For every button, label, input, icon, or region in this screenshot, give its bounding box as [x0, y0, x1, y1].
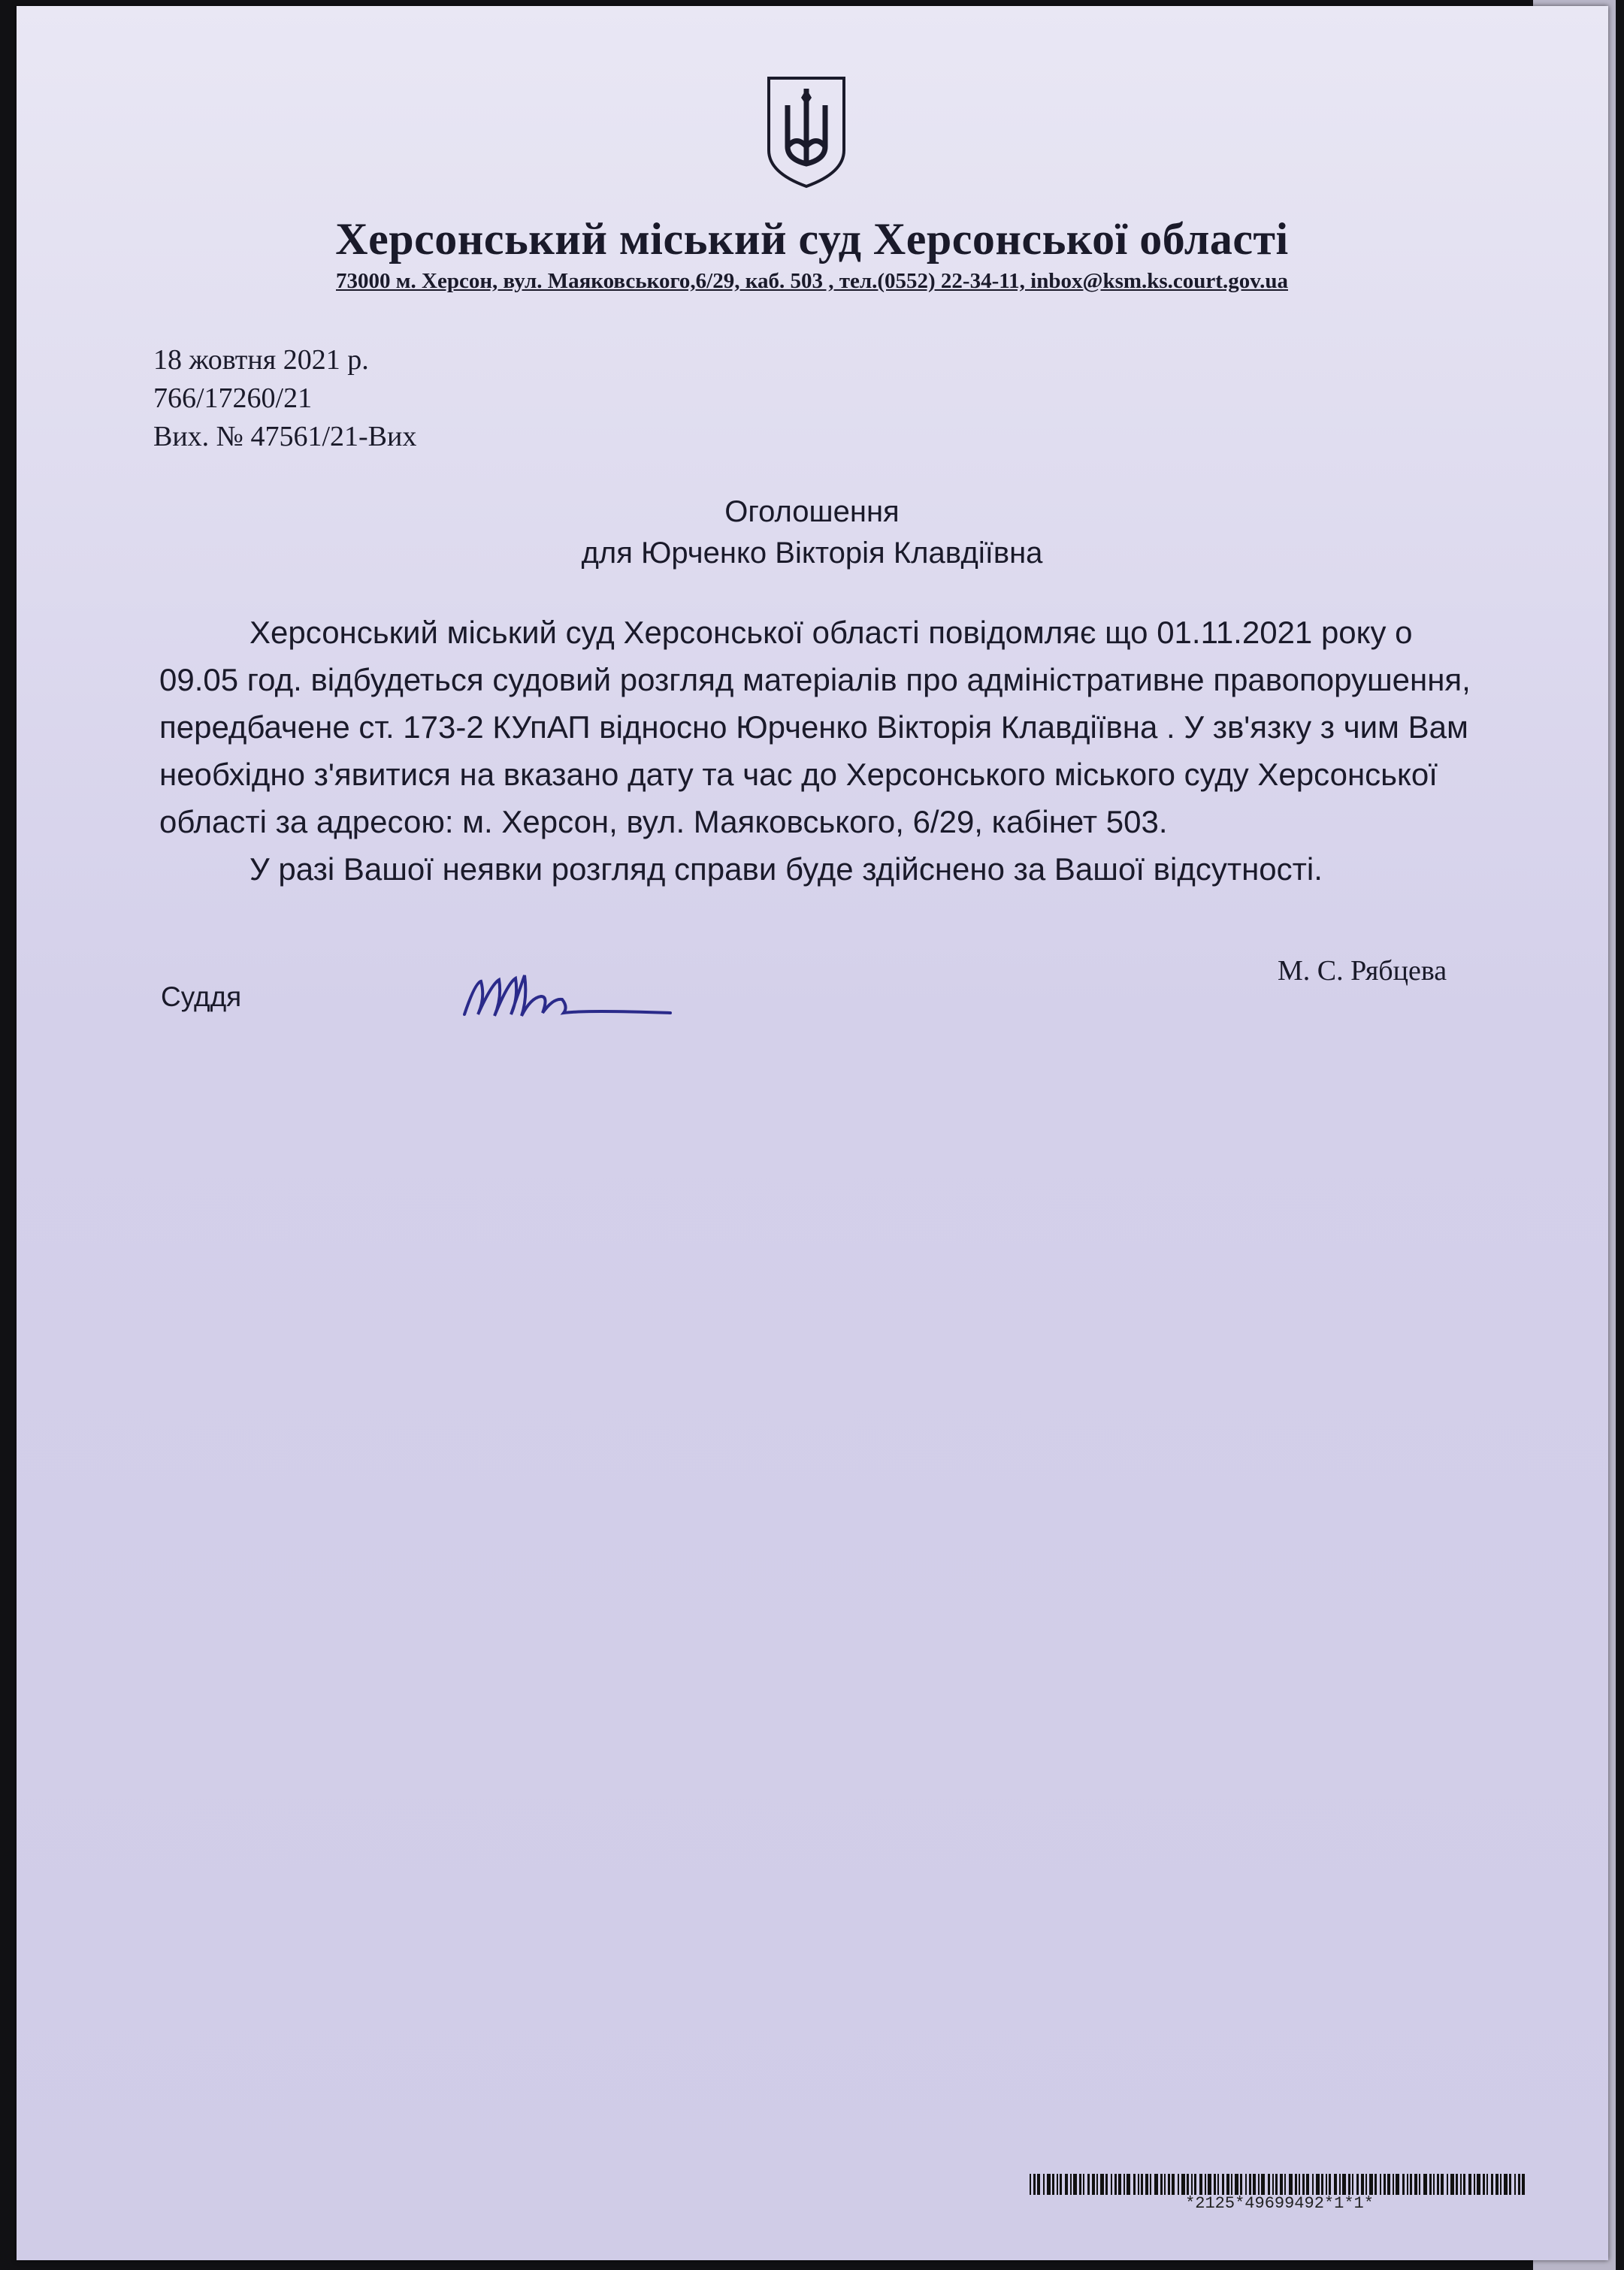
barcode-bar	[1127, 2174, 1130, 2195]
barcode-bar	[1384, 2174, 1386, 2195]
barcode-bar	[1047, 2174, 1051, 2195]
barcode-bar	[1339, 2174, 1341, 2195]
barcode-bar	[1407, 2174, 1408, 2195]
barcode-bar	[1172, 2174, 1175, 2195]
barcode-bar	[1150, 2174, 1151, 2195]
barcode-bar	[1268, 2174, 1270, 2195]
barcode-bar	[1033, 2174, 1036, 2195]
barcode-bar	[1226, 2174, 1229, 2195]
barcode-text: *2125*49699492*1*1*	[1185, 2194, 1374, 2213]
barcode-bar	[1460, 2174, 1462, 2195]
barcode-bar	[1334, 2174, 1337, 2195]
barcode-bar	[1393, 2174, 1394, 2195]
barcode-bar	[1361, 2174, 1364, 2195]
barcode-bar	[1352, 2174, 1353, 2195]
barcode-bar	[1217, 2174, 1219, 2195]
barcode-bar	[1214, 2174, 1216, 2195]
barcode-bar	[1500, 2174, 1502, 2195]
case-number: 766/17260/21	[153, 382, 313, 414]
body-paragraph-1: Херсонський міський суд Херсонської області повідомляє що 01.11.2021 року о 09.05 год. відбудеться судовий розгляд матеріалів про адміністративне правопорушення, передбачене ст. 173-2 КУпАП відносно Юрченко Вікторія Клавдіївна . У зв'язку з чим Вам необхідно з'явитися на вказано дату та час до Херсонського міського суду Херсонської області за адресою: м. Херсон, вул. Маяковського, 6/29, кабінет 503.	[159, 615, 1471, 839]
barcode-bar	[1258, 2174, 1260, 2195]
barcode-bar	[1194, 2174, 1196, 2195]
barcode-bar	[1111, 2174, 1112, 2195]
judge-name: М. С. Рябцева	[1278, 955, 1447, 987]
barcode-bar	[1133, 2174, 1136, 2195]
barcode-bar	[1083, 2174, 1084, 2195]
barcode-bar	[1199, 2174, 1202, 2195]
barcode-bar	[1356, 2174, 1359, 2195]
barcode-bar	[1187, 2174, 1189, 2195]
barcode-bar	[1437, 2174, 1439, 2195]
barcode-bar	[1073, 2174, 1077, 2195]
barcode-bar	[1486, 2174, 1488, 2195]
barcode-bar	[1396, 2174, 1399, 2195]
barcode-bar	[1447, 2174, 1448, 2195]
barcode-bar	[1306, 2174, 1309, 2195]
title-line-2: для Юрченко Вікторія Клавдіївна	[581, 537, 1043, 570]
barcode-bar	[1280, 2174, 1283, 2195]
barcode-bar	[1154, 2174, 1158, 2195]
title-line-1: Оголошення	[724, 495, 900, 528]
barcode-bar	[1402, 2174, 1405, 2195]
barcode-bar	[1302, 2174, 1305, 2195]
barcode-bar	[1043, 2174, 1045, 2195]
barcode-bar	[1316, 2174, 1320, 2195]
barcode-bar	[1450, 2174, 1454, 2195]
barcode-bar	[1348, 2174, 1350, 2195]
court-address: 73000 м. Херсон, вул. Маяковського,6/29, каб. 503 , тел.(0552) 22-34-11, inbox@ksm.ks.court.gov.ua	[336, 269, 1288, 293]
barcode-bar	[1491, 2174, 1493, 2195]
barcode-bar	[1222, 2174, 1224, 2195]
barcode-bar	[1463, 2174, 1465, 2195]
document-date: 18 жовтня 2021 р.	[153, 344, 369, 376]
coat-of-arms-trident-icon	[765, 75, 848, 189]
barcode-bar	[1096, 2174, 1098, 2195]
barcode-bar	[1284, 2174, 1286, 2195]
barcode-bar	[1145, 2174, 1148, 2195]
barcode-bar	[1249, 2174, 1251, 2195]
barcode-bar	[1275, 2174, 1278, 2195]
barcode-bar	[1235, 2174, 1238, 2195]
announcement-body	[159, 609, 1489, 893]
court-name-heading: Херсонський міський суд Херсонської області	[335, 214, 1289, 264]
barcode-bar	[1070, 2174, 1072, 2195]
barcode-bar	[1321, 2174, 1323, 2195]
barcode-bar	[1057, 2174, 1058, 2195]
barcode-bar	[1410, 2174, 1412, 2195]
barcode-bar	[1414, 2174, 1417, 2195]
barcode-bar	[1100, 2174, 1104, 2195]
barcode-bar	[1164, 2174, 1166, 2195]
barcode-bar	[1178, 2174, 1179, 2195]
barcode-bar	[1380, 2174, 1381, 2195]
barcode-bar	[1423, 2174, 1427, 2195]
barcode-bar	[1191, 2174, 1193, 2195]
barcode-bar	[1504, 2174, 1508, 2195]
barcode-bar	[1474, 2174, 1475, 2195]
barcode-bar	[1141, 2174, 1143, 2195]
barcode-bar	[1123, 2174, 1125, 2195]
barcode-bar	[1468, 2174, 1471, 2195]
barcode-bar	[1231, 2174, 1232, 2195]
barcode-bar	[1138, 2174, 1139, 2195]
document-meta	[153, 341, 416, 456]
barcode-bar	[1514, 2174, 1516, 2195]
barcode-bar	[1208, 2174, 1211, 2195]
barcode-bar	[1060, 2174, 1062, 2195]
barcode-bar	[1181, 2174, 1185, 2195]
barcode-bar	[1477, 2174, 1480, 2195]
outgoing-number: Вих. № 47561/21-Вих	[153, 421, 417, 452]
barcode-bar	[1065, 2174, 1068, 2195]
barcode-bar	[1369, 2174, 1373, 2195]
barcode-bar	[1441, 2174, 1444, 2195]
barcode-bar	[1261, 2174, 1265, 2195]
barcode-bar	[1456, 2174, 1458, 2195]
barcode-bar	[1105, 2174, 1108, 2195]
barcode-bar	[1160, 2174, 1163, 2195]
barcode-bar	[1375, 2174, 1377, 2195]
barcode-bar	[1030, 2174, 1031, 2195]
barcode-bar	[1245, 2174, 1247, 2195]
announcement-title	[0, 491, 1624, 574]
barcode-bar	[1329, 2174, 1331, 2195]
barcode	[1030, 2174, 1529, 2195]
barcode-bar	[1312, 2174, 1314, 2195]
barcode-bar	[1037, 2174, 1040, 2195]
barcode-bar	[1289, 2174, 1293, 2195]
handwritten-signature	[458, 968, 676, 1028]
barcode-bar	[1240, 2174, 1242, 2195]
barcode-bar	[1365, 2174, 1367, 2195]
barcode-bar	[1118, 2174, 1121, 2195]
barcode-bar	[1522, 2174, 1525, 2195]
barcode-bar	[1168, 2174, 1170, 2195]
barcode-bar	[1387, 2174, 1390, 2195]
barcode-bar	[1433, 2174, 1435, 2195]
barcode-bar	[1429, 2174, 1432, 2195]
barcode-bar	[1114, 2174, 1117, 2195]
barcode-bar	[1342, 2174, 1346, 2195]
barcode-bar	[1087, 2174, 1090, 2195]
barcode-bar	[1299, 2174, 1300, 2195]
barcode-bar	[1518, 2174, 1520, 2195]
barcode-bar	[1509, 2174, 1511, 2195]
barcode-bar	[1052, 2174, 1054, 2195]
barcode-bar	[1079, 2174, 1081, 2195]
barcode-bar	[1253, 2174, 1256, 2195]
barcode-bar	[1295, 2174, 1297, 2195]
barcode-bar	[1326, 2174, 1327, 2195]
barcode-bar	[1419, 2174, 1420, 2195]
barcode-bar	[1495, 2174, 1498, 2195]
body-paragraph-2: У разі Вашої неявки розгляд справи буде здійснено за Вашої відсутності.	[249, 851, 1323, 887]
barcode-bar	[1483, 2174, 1485, 2195]
barcode-bar	[1205, 2174, 1206, 2195]
barcode-bar	[1272, 2174, 1274, 2195]
barcode-bar	[1092, 2174, 1095, 2195]
judge-label: Суддя	[161, 981, 242, 1012]
